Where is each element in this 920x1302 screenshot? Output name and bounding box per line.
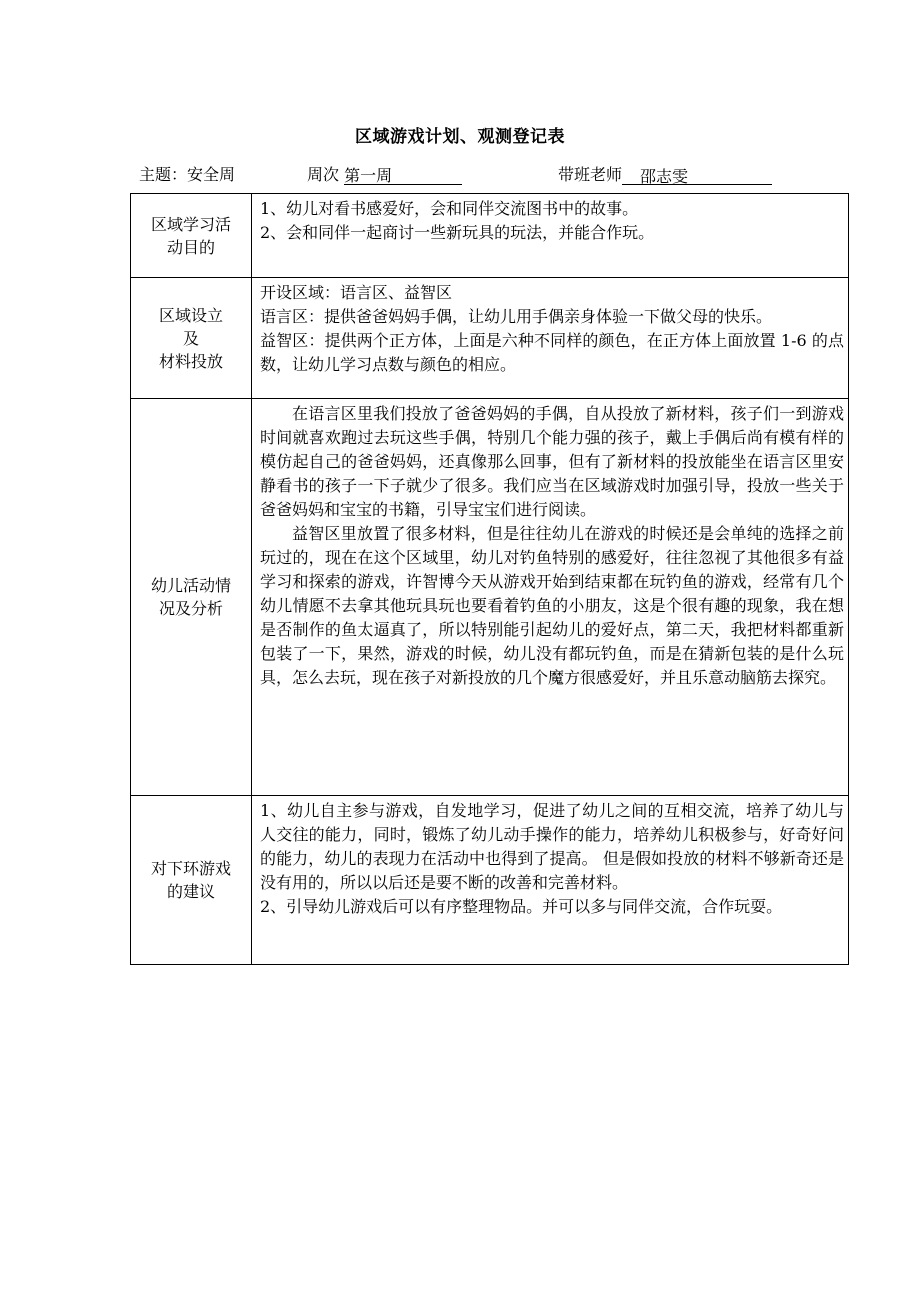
table-row: [131, 278, 849, 399]
table-row: [131, 194, 849, 278]
week-value: 第一周: [344, 163, 462, 185]
label-line: 及: [182, 328, 199, 348]
teacher-label: 带班老师: [558, 165, 623, 184]
theme-value: 安全周: [187, 165, 236, 184]
content-paragraph: 语言区：提供爸爸妈妈手偶，让幼儿用手偶亲身体验一下做父母的快乐。: [260, 307, 773, 326]
label-line: 区域学习活: [150, 214, 231, 234]
label-line: 幼儿活动情: [150, 576, 231, 595]
content-paragraph: 1、幼儿对看书感爱好，会和同伴交流图书中的故事。: [260, 199, 639, 218]
label-line: 动目的: [166, 237, 215, 257]
label-line: 区域设立: [158, 305, 223, 325]
label-line: 材料投放: [158, 351, 223, 371]
table-row: [131, 399, 849, 796]
row-content-purpose: [252, 194, 849, 278]
label-line: 对下环游戏: [150, 859, 231, 878]
content-paragraph: 1、幼儿自主参与游戏，自发地学习，促进了幼儿之间的互相交流，培养了幼儿与人交往的能力，同时，锻炼了幼儿动手操作的能力，培养幼儿积极参与，好奇好问的能力，幼儿的表现力在活动中也得到了提高。 但是假如投放的材料不够新奇还是没有用的，所以以后还是要不断的改善和完善材料。: [260, 801, 844, 892]
content-paragraph: 益智区：提供两个正方体，上面是六种不同样的颜色，在正方体上面放置 1-6 的点数，让幼儿学习点数与颜色的相应。: [260, 331, 844, 374]
row-content-suggestion: [252, 796, 849, 965]
row-content-analysis: [252, 399, 849, 796]
header-info-row: [139, 162, 839, 184]
row-label-purpose: [131, 194, 252, 278]
teacher-value: 邵志雯: [622, 164, 772, 185]
page-title: 区域游戏计划、观测登记表: [355, 127, 565, 147]
content-paragraph: 在语言区里我们投放了爸爸妈妈的手偶，自从投放了新材料，孩子们一到游戏时间就喜欢跑过去玩这些手偶，特别几个能力强的孩子，戴上手偶后尚有模有样的模仿起自己的爸爸妈妈，还真像那么回事，但有了新材料的投放能坐在语言区里安静看书的孩子一下子就少了很多。我们应当在区域游戏时加强引导，投放一些关于爸爸妈妈和宝宝的书籍，引导宝宝们进行阅读。: [260, 404, 844, 519]
content-paragraph: 2、引导幼儿游戏后可以有序整理物品。并可以多与同伴交流，合作玩耍。: [260, 897, 783, 916]
row-label-setup: [131, 278, 252, 399]
content-paragraph: 开设区域：语言区、益智区: [260, 283, 453, 302]
register-table: [130, 193, 849, 965]
label-line: 的建议: [166, 882, 215, 901]
row-label-analysis: [131, 399, 252, 796]
row-label-suggestion: [131, 796, 252, 965]
week-field: [307, 162, 462, 185]
row-content-setup: [252, 278, 849, 399]
content-paragraph: 2、会和同伴一起商讨一些新玩具的玩法，并能合作玩。: [260, 223, 655, 242]
label-line: 况及分析: [158, 599, 223, 618]
content-paragraph: 益智区里放置了很多材料，但是往往幼儿在游戏的时候还是会单纯的选择之前玩过的，现在在这个区域里，幼儿对钓鱼特别的感爱好，往往忽视了其他很多有益学习和探索的游戏，许智博今天从游戏开始到结束都在玩钓鱼的游戏，经常有几个幼儿情愿不去拿其他玩具玩也要看着钓鱼的小朋友，这是个很有趣的现象，我在想是否制作的鱼太逼真了，所以特别能引起幼儿的爱好点，第二天，我把材料都重新包装了一下，果然，游戏的时候，幼儿没有都玩钓鱼，而是在猜新包装的是什么玩具，怎么去玩，现在孩子对新投放的几个魔方很感爱好，并且乐意动脑筋去探究。: [260, 524, 844, 687]
table-row: [131, 796, 849, 965]
theme-field: [139, 162, 235, 185]
theme-label: 主题：: [139, 165, 188, 184]
week-label: 周次: [307, 165, 340, 184]
teacher-field: [558, 162, 772, 185]
